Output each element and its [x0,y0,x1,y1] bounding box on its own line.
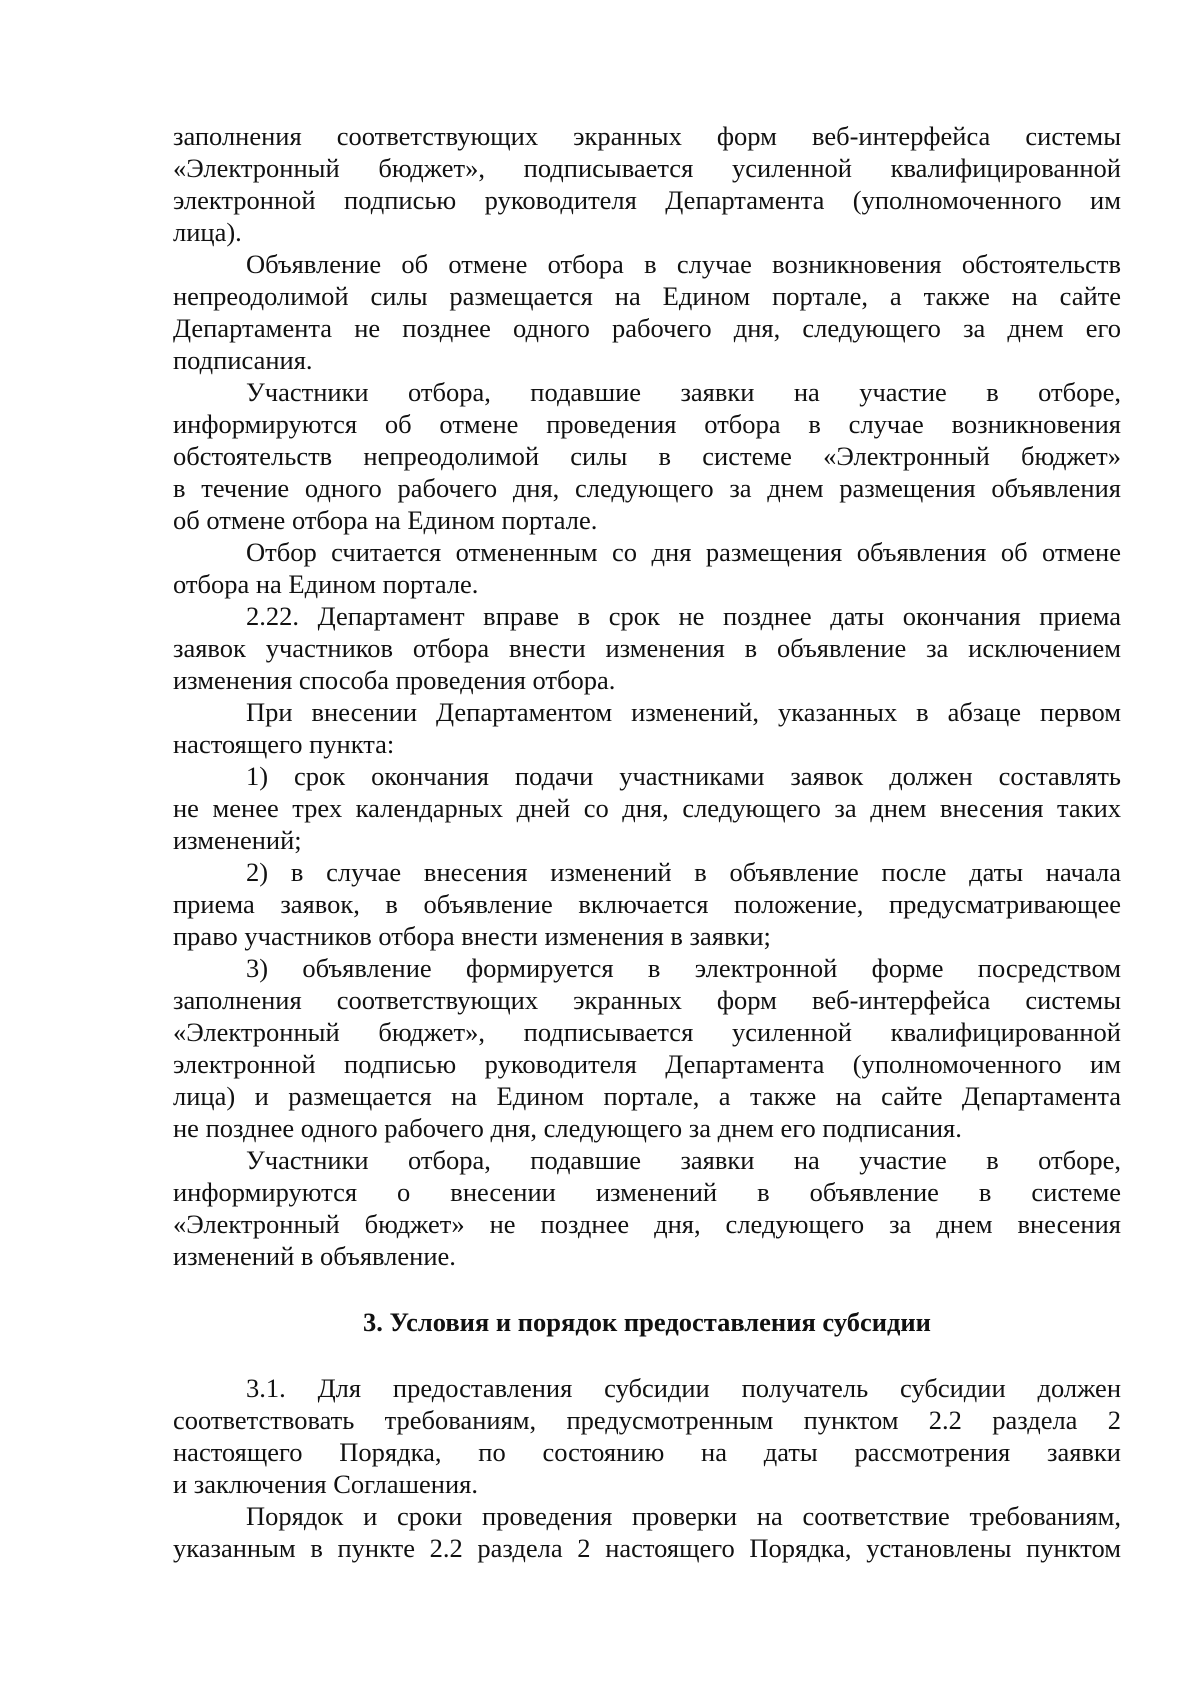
text-line: подписания. [173,345,313,375]
text-line: Порядок и сроки проведения проверки на соответствие требованиям, [246,1501,1121,1531]
text-line: соответствовать требованиям, предусмотренным пунктом 2.2 раздела 2 [173,1405,1121,1435]
text-line: приема заявок, в объявление включается положение, предусматривающее [173,889,1121,919]
text-line: 3) объявление формируется в электронной форме посредством [246,953,1121,983]
text-line: 3.1. Для предоставления субсидии получатель субсидии должен [246,1373,1121,1403]
text-line: При внесении Департаментом изменений, указанных в абзаце первом [246,697,1121,727]
text-line: право участников отбора внести изменения в заявки; [173,921,771,951]
text-line: Департамента не позднее одного рабочего дня, следующего за днем его [173,313,1121,343]
text-line: лица) и размещается на Едином портале, а также на сайте Департамента [173,1081,1121,1111]
text-line: об отмене отбора на Едином портале. [173,505,598,535]
text-line: «Электронный бюджет», подписывается усиленной квалифицированной [173,1017,1121,1047]
text-line: информируются о внесении изменений в объявление в системе [173,1177,1121,1207]
text-line: заполнения соответствующих экранных форм веб-интерфейса системы [173,985,1121,1015]
text-line: 2.22. Департамент вправе в срок не позднее даты окончания приема [246,601,1121,631]
text-line: 1) срок окончания подачи участниками заявок должен составлять [246,761,1121,791]
text-line: «Электронный бюджет», подписывается усиленной квалифицированной [173,153,1121,183]
text-line: заполнения соответствующих экранных форм веб-интерфейса системы [173,121,1121,151]
text-line: в течение одного рабочего дня, следующего за днем размещения объявления [173,473,1121,503]
text-line: «Электронный бюджет» не позднее дня, следующего за днем внесения [173,1209,1121,1239]
text-line: настоящего Порядка, по состоянию на даты рассмотрения заявки [173,1437,1121,1467]
text-line: обстоятельств непреодолимой силы в системе «Электронный бюджет» [173,441,1121,471]
text-line: непреодолимой силы размещается на Едином портале, а также на сайте [173,281,1121,311]
text-line: настоящего пункта: [173,729,395,759]
text-line: электронной подписью руководителя Департамента (уполномоченного им [173,185,1121,215]
text-line: лица). [173,217,242,247]
text-line: изменения способа проведения отбора. [173,665,616,695]
text-line: не позднее одного рабочего дня, следующего за днем его подписания. [173,1113,962,1143]
text-line: и заключения Соглашения. [173,1469,478,1499]
text-line: Участники отбора, подавшие заявки на участие в отборе, [246,377,1121,407]
text-line: заявок участников отбора внести изменения в объявление за исключением [173,633,1121,663]
text-line: Объявление об отмене отбора в случае возникновения обстоятельств [246,249,1121,279]
text-line: 2) в случае внесения изменений в объявление после даты начала [246,857,1121,887]
text-line: указанным в пункте 2.2 раздела 2 настоящего Порядка, установлены пунктом [173,1533,1121,1563]
text-line: Участники отбора, подавшие заявки на участие в отборе, [246,1145,1121,1175]
text-line: информируются об отмене проведения отбора в случае возникновения [173,409,1121,439]
text-line: изменений; [173,825,302,855]
text-line: электронной подписью руководителя Департамента (уполномоченного им [173,1049,1121,1079]
text-line: не менее трех календарных дней со дня, следующего за днем внесения таких [173,793,1121,823]
text-line: отбора на Едином портале. [173,569,479,599]
text-line: Отбор считается отмененным со дня размещения объявления об отмене [246,537,1121,567]
text-line: изменений в объявление. [173,1241,456,1271]
section-heading: 3. Условия и порядок предоставления субсидии [363,1307,931,1337]
